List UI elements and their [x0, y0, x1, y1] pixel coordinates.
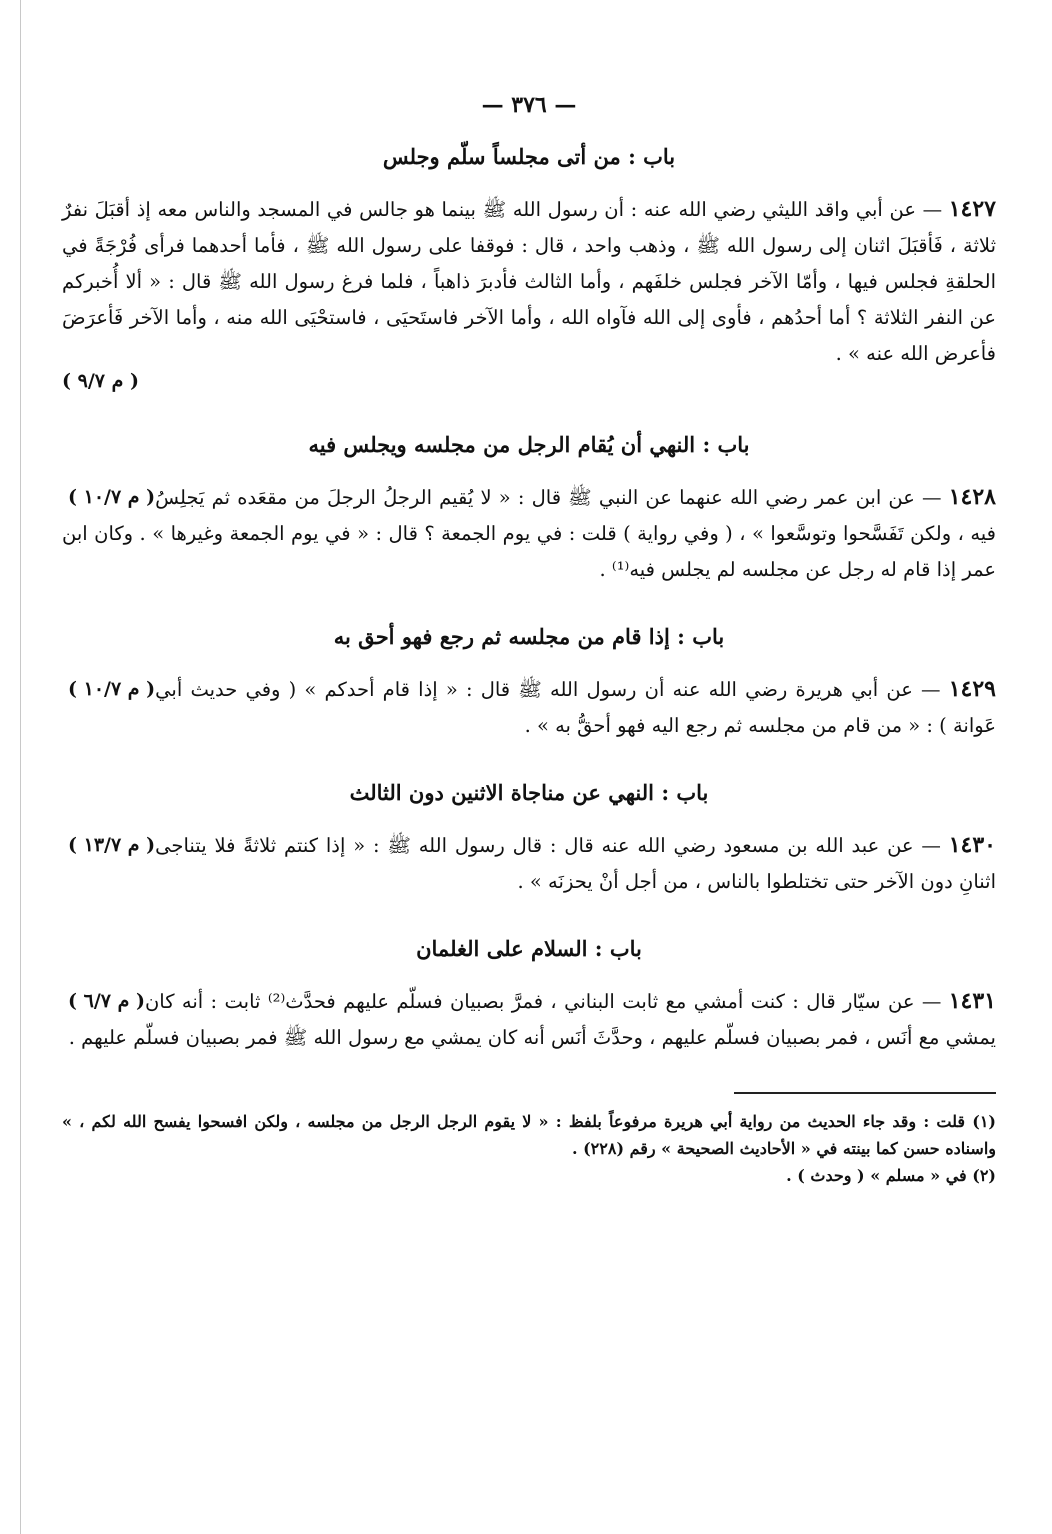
- hadith-number: ١٤٣١: [948, 988, 996, 1014]
- hadith-text: [62, 671, 996, 744]
- document-page: [62, 92, 996, 1189]
- hadith-number: ١٤٢٨: [948, 484, 996, 510]
- hadith-number: ١٤٢٧: [948, 196, 996, 222]
- hadith-text: [62, 827, 996, 900]
- hadith-body: — عن أبي هريرة رضي الله عنه أن رسول الله ﷺ قال : « إذا قام أحدكم » ( وفي حديث أبي عَوانة ) : « من قام من مجلسه ثم رجع اليه فهو أحقُّ به » .: [155, 678, 996, 737]
- chapter-section: [62, 936, 996, 1056]
- chapter-title: باب : من أتى مجلساً سلّم وجلس: [382, 144, 676, 169]
- hadith-text: [62, 479, 996, 588]
- chapter-section: [62, 432, 996, 588]
- hadith-text: [62, 191, 996, 372]
- hadith-text: [62, 983, 996, 1056]
- hadith-reference: ( م ١٠/٧ ): [68, 678, 156, 700]
- footnote: (٢) في « مسلم » ( وحدث ) .: [786, 1166, 996, 1185]
- hadith-body: — عن عبد الله بن مسعود رضي الله عنه قال : قال رسول الله ﷺ : « إذا كنتم ثلاثةً فلا يتناجى اثنانِ دون الآخر حتى تختلطوا بالناس ، من أجل أنْ يحزنَه » .: [155, 834, 996, 893]
- hadith-reference: ( م ٦/٧ ): [68, 990, 145, 1012]
- hadith-body: — عن سيّار قال : كنت أمشي مع ثابت البناني ، فمرَّ بصبيان فسلّم عليهم فحدَّث⁽²⁾ ثابت : أنه كان يمشي مع أنَس ، فمر بصبيان فسلّم عليهم ، وحدَّثَ أنَس أنه كان يمشي مع رسول الله ﷺ فمر بصبيان فسلّم عليهم .: [68, 990, 996, 1049]
- chapter-title: باب : السلام على الغلمان: [416, 936, 642, 961]
- hadith-body: — عن ابن عمر رضي الله عنهما عن النبي ﷺ قال : « لا يُقيم الرجلُ الرجلَ من مقعَده ثم يَجلِسُ فيه ، ولكن تَفَسَّحوا وتوسَّعوا » ، ( وفي رواية ) قلت : في يوم الجمعة ؟ قال : « في يوم الجمعة وغيرها » . وكان ابن عمر إذا قام له رجل عن مجلسه لم يجلس فيه⁽¹⁾ .: [62, 486, 996, 581]
- hadith-number: ١٤٣٠: [948, 832, 996, 858]
- hadith-reference: ( م ١٠/٧ ): [68, 486, 156, 508]
- hadith-reference: ( م ٩/٧ ): [62, 370, 139, 392]
- footnote: (١) قلت : وقد جاء الحديث من رواية أبي هريرة مرفوعاً بلفظ : « لا يقوم الرجل الرجل من مجلسه ، ولكن افسحوا يفسح الله لكم ، » واسناده حسن كما بينته في « الأحاديث الصحيحة » رقم (٢٢٨) .: [62, 1112, 996, 1158]
- chapter-section: [62, 780, 996, 900]
- hadith-body: — عن أبي واقد الليثي رضي الله عنه : أن رسول الله ﷺ بينما هو جالس في المسجد والناس معه إذ أقبَلَ نفرٌ ثلاثة ، فَأقبَلَ اثنان إلى رسول الله ﷺ ، وذهب واحد ، قال : فوقفا على رسول الله ﷺ ، فأما أحدهما فرأى فُرْجَةً في الحلقةِ فجلس فيها ، وأمّا الآخر فجلس خلفَهم ، وأما الثالث فأدبرَ ذاهباً ، فلما فرغ رسول الله ﷺ قال : « ألا أُخبركم عن النفر الثلاثة ؟ أما أحدُهم ، فأوى إلى الله فآواه الله ، وأما الآخر فاستَحيَى ، فاستحْيَى الله منه ، وأما الآخر فَأعرَضَ فأعرض الله عنه » .: [62, 198, 996, 365]
- hadith-reference: ( م ١٣/٧ ): [68, 834, 156, 856]
- chapter-section: [62, 624, 996, 744]
- chapter-section: [62, 144, 996, 392]
- footnote-divider: [734, 1092, 996, 1094]
- chapter-title: باب : إذا قام من مجلسه ثم رجع فهو أحق به: [333, 624, 725, 649]
- page-edge-line: [20, 0, 21, 1534]
- footnotes: [62, 1108, 996, 1189]
- chapter-title: باب : النهي عن مناجاة الاثنين دون الثالث: [349, 780, 709, 805]
- hadith-number: ١٤٢٩: [948, 676, 996, 702]
- chapter-title: باب : النهي أن يُقام الرجل من مجلسه ويجلس فيه: [308, 432, 750, 457]
- page-number: — ٣٧٦ —: [481, 92, 577, 118]
